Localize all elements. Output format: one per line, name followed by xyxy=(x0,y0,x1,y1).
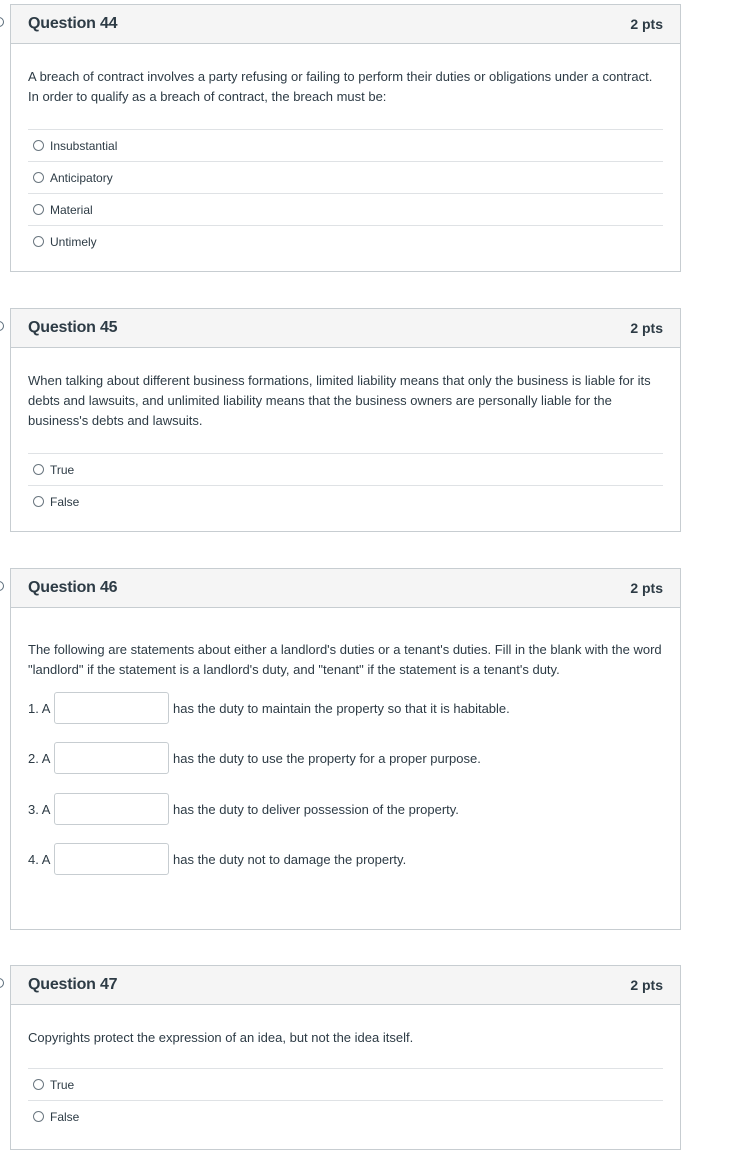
answer-option[interactable] xyxy=(28,129,663,161)
answer-label: False xyxy=(50,494,80,509)
question-text: The following are statements about either a landlord's duties or a tenant's duties. Fill in the blank with the word "landlord" if the statement is a landlord's duty, and "tenant" if the statement is a tenant's duty. xyxy=(28,642,662,677)
radio-button-icon[interactable] xyxy=(33,236,44,247)
answer-label: Material xyxy=(50,202,93,217)
blank-input[interactable] xyxy=(54,843,169,875)
question-text: A breach of contract involves a party refusing or failing to perform their duties or obligations under a contract. In order to qualify as a breach of contract, the breach must be: xyxy=(28,69,653,104)
answer-label: Untimely xyxy=(50,234,97,249)
radio-button-icon[interactable] xyxy=(33,464,44,475)
answer-option[interactable] xyxy=(28,161,663,193)
answer-option[interactable] xyxy=(28,485,663,517)
question-header xyxy=(11,966,680,1005)
radio-button-icon[interactable] xyxy=(33,140,44,151)
question-47 xyxy=(10,965,681,1150)
question-points: 2 pts xyxy=(630,320,663,336)
fill-in-blank-row xyxy=(28,793,663,825)
question-46 xyxy=(10,568,681,930)
answer-label: Anticipatory xyxy=(50,170,113,185)
answer-label: Insubstantial xyxy=(50,138,118,153)
answer-label: False xyxy=(50,1109,80,1124)
fill-in-blank-row xyxy=(28,742,663,774)
question-marker-icon xyxy=(0,978,4,988)
radio-button-icon[interactable] xyxy=(33,172,44,183)
blank-number: 3. A xyxy=(28,801,51,817)
answer-label: True xyxy=(50,1077,75,1092)
answer-option[interactable] xyxy=(28,193,663,225)
answer-list xyxy=(28,453,663,517)
blank-number: 2. A xyxy=(28,750,51,766)
answer-list xyxy=(28,1068,663,1132)
question-header xyxy=(11,569,680,608)
blank-input[interactable] xyxy=(54,692,169,724)
question-points: 2 pts xyxy=(630,977,663,993)
question-points: 2 pts xyxy=(630,580,663,596)
question-marker-icon xyxy=(0,581,4,591)
question-text: Copyrights protect the expression of an idea, but not the idea itself. xyxy=(28,1030,414,1045)
question-title: Question 46 xyxy=(28,579,118,596)
blank-number: 4. A xyxy=(28,851,51,867)
fill-in-blank-row xyxy=(28,843,663,875)
radio-button-icon[interactable] xyxy=(33,496,44,507)
question-text: When talking about different business formations, limited liability means that only the business is liable for its debts and lawsuits, and unlimited liability means that the business owners are personally liable for the business's debts and lawsuits. xyxy=(28,373,651,428)
blank-input[interactable] xyxy=(54,793,169,825)
blank-input[interactable] xyxy=(54,742,169,774)
answer-option[interactable] xyxy=(28,1100,663,1132)
question-points: 2 pts xyxy=(630,16,663,32)
blank-statement: has the duty to use the property for a proper purpose. xyxy=(173,750,481,766)
question-header xyxy=(11,309,680,348)
answer-option[interactable] xyxy=(28,225,663,257)
question-marker-icon xyxy=(0,321,4,331)
question-title: Question 47 xyxy=(28,976,118,993)
answer-list xyxy=(28,129,663,257)
radio-button-icon[interactable] xyxy=(33,1079,44,1090)
radio-button-icon[interactable] xyxy=(33,204,44,215)
blank-statement: has the duty not to damage the property. xyxy=(173,851,407,867)
answer-option[interactable] xyxy=(28,1068,663,1100)
question-title: Question 45 xyxy=(28,319,118,336)
answer-option[interactable] xyxy=(28,453,663,485)
question-header xyxy=(11,5,680,44)
fill-in-blank-row xyxy=(28,692,663,724)
question-title: Question 44 xyxy=(28,15,118,32)
radio-button-icon[interactable] xyxy=(33,1111,44,1122)
answer-label: True xyxy=(50,462,75,477)
blank-number: 1. A xyxy=(28,700,51,716)
question-44 xyxy=(10,4,681,272)
blank-statement: has the duty to deliver possession of the property. xyxy=(173,801,459,817)
question-45 xyxy=(10,308,681,532)
blank-statement: has the duty to maintain the property so that it is habitable. xyxy=(173,700,510,716)
question-marker-icon xyxy=(0,17,4,27)
